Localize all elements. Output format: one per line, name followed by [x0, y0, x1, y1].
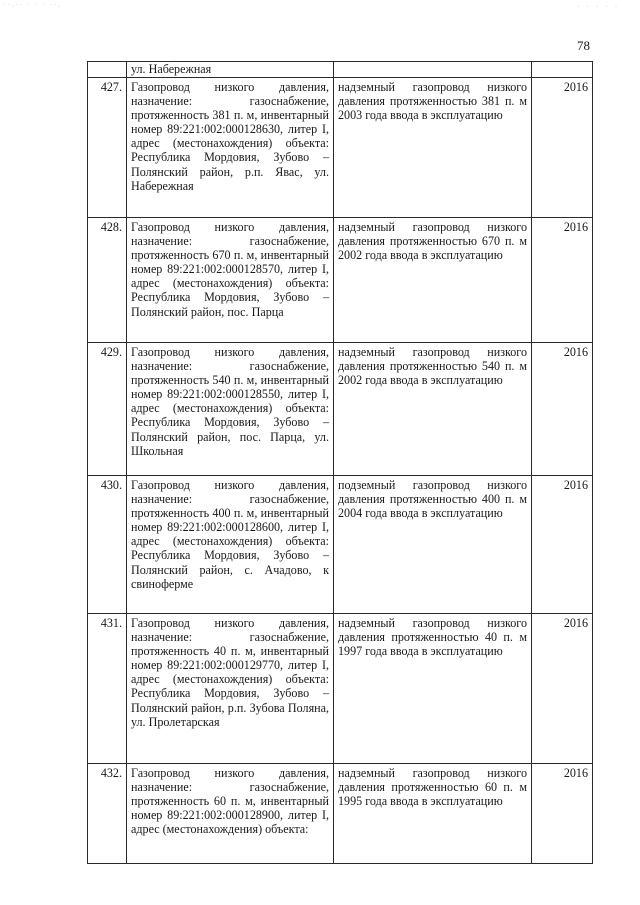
table-row — [88, 218, 593, 343]
cell-desc: Газопровод низкого давления, назначение: газоснабжение, протяженность 381 п. м, инвентарный номер 89:221:002:000128630, литер I, адрес (местонахождения) объекта: Республика Мордовия, Зубово – Полянский район, р.п. Явас, ул. Набережная — [127, 78, 334, 218]
cell-year: 2016 — [532, 764, 593, 864]
cell-year: 2016 — [532, 218, 593, 343]
cell-num: 432. — [88, 764, 127, 864]
cell-info: надземный газопровод низкого давления протяженностью 540 п. м 2002 года ввода в эксплуатацию — [334, 343, 532, 476]
cell-year: 2016 — [532, 78, 593, 218]
cell-desc: Газопровод низкого давления, назначение: газоснабжение, протяженность 540 п. м, инвентарный номер 89:221:002:000128550, литер I, адрес (местонахождения) объекта: Республика Мордовия, Зубово – Полянский район, пос. Парца, ул. Школьная — [127, 343, 334, 476]
cell-num — [88, 62, 127, 78]
cell-year: 2016 — [532, 343, 593, 476]
cell-num: 429. — [88, 343, 127, 476]
table-row — [88, 614, 593, 764]
cell-num: 430. — [88, 476, 127, 614]
cell-desc: Газопровод низкого давления, назначение: газоснабжение, протяженность 670 п. м, инвентарный номер 89:221:002:000128570, литер I, адрес (местонахождения) объекта: Республика Мордовия, Зубово – Полянский район, пос. Парца — [127, 218, 334, 343]
cell-desc: Газопровод низкого давления, назначение: газоснабжение, протяженность 400 п. м, инвентарный номер 89:221:002:000128600, литер I, адрес (местонахождения) объекта: Республика Мордовия, Зубово – Полянский район, с. Ачадово, к свиноферме — [127, 476, 334, 614]
cell-desc: Газопровод низкого давления, назначение: газоснабжение, протяженность 60 п. м, инвентарный номер 89:221:002:000128900, литер I, адрес (местонахождения) объекта: — [127, 764, 334, 864]
cell-info: надземный газопровод низкого давления протяженностью 381 п. м 2003 года ввода в эксплуатацию — [334, 78, 532, 218]
table-row — [88, 476, 593, 614]
cell-desc: ул. Набережная — [127, 62, 334, 78]
records-table — [87, 61, 593, 864]
page-number: 78 — [577, 38, 590, 53]
table-row-continuation — [88, 62, 593, 78]
cell-info: надземный газопровод низкого давления протяженностью 60 п. м 1995 года ввода в эксплуатацию — [334, 764, 532, 864]
scan-artifact-left: ˙˙·˙˙ ˙ ˙ ˙ ˙˙· — [4, 4, 62, 10]
cell-year: 2016 — [532, 476, 593, 614]
cell-info: надземный газопровод низкого давления протяженностью 670 п. м 2002 года ввода в эксплуатацию — [334, 218, 532, 343]
cell-year: 2016 — [532, 614, 593, 764]
cell-info — [334, 62, 532, 78]
cell-num: 427. — [88, 78, 127, 218]
table-row — [88, 343, 593, 476]
cell-num: 428. — [88, 218, 127, 343]
cell-desc: Газопровод низкого давления, назначение: газоснабжение, протяженность 40 п. м, инвентарный номер 89:221:002:000129770, литер I, адрес (местонахождения) объекта: Республика Мордовия, Зубово – Полянский район, р.п. Зубова Поляна, ул. Пролетарская — [127, 614, 334, 764]
cell-info: надземный газопровод низкого давления протяженностью 40 п. м 1997 года ввода в эксплуатацию — [334, 614, 532, 764]
cell-year — [532, 62, 593, 78]
table-row — [88, 78, 593, 218]
table-row — [88, 764, 593, 864]
cell-info: подземный газопровод низкого давления протяженностью 400 п. м 2004 года ввода в эксплуатацию — [334, 476, 532, 614]
scan-artifact-right: · · · · · — [577, 4, 620, 10]
cell-num: 431. — [88, 614, 127, 764]
